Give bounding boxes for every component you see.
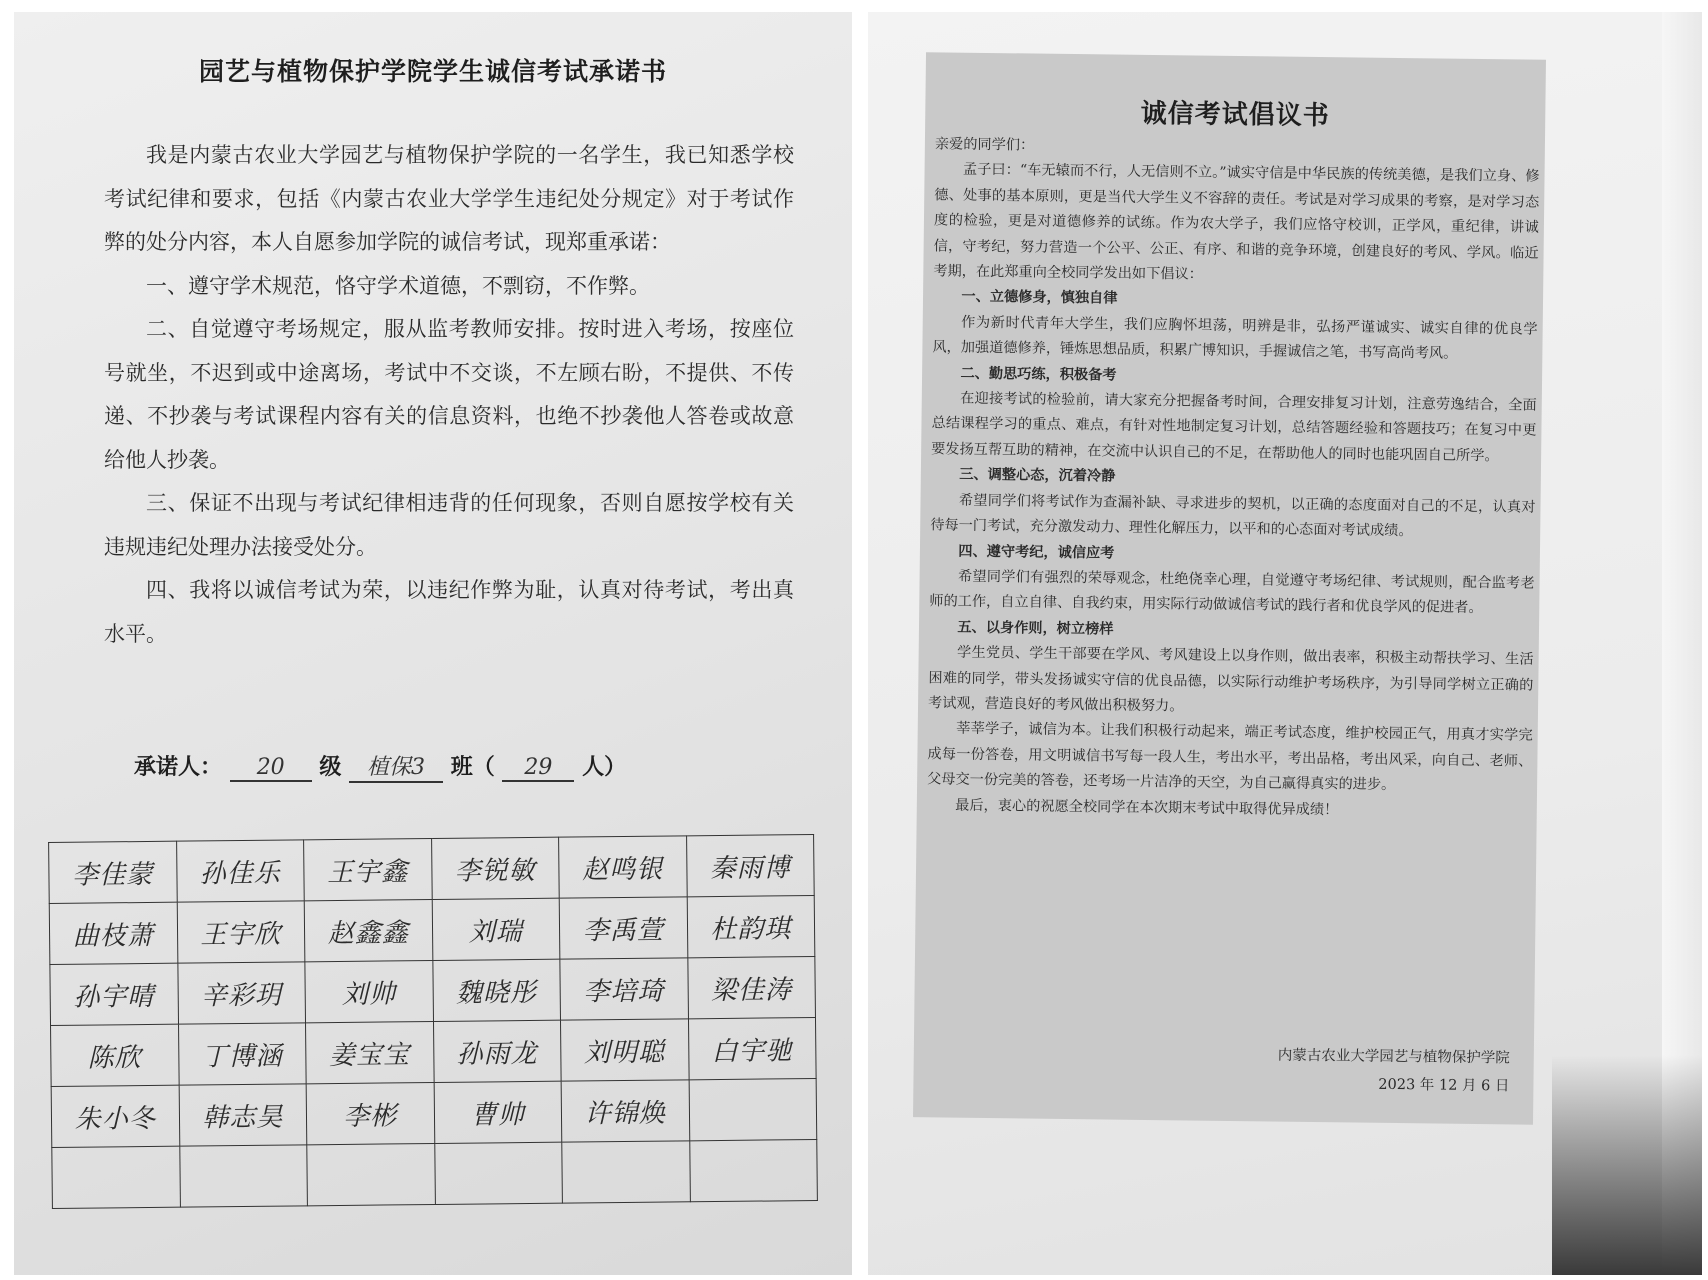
count-label: 人） bbox=[582, 755, 627, 780]
pledge-paragraph-2: 二、自觉遵守考场规定，服从监考教师安排。按时进入考场，按座位号就坐，不迟到或中途离场，考试中不交谈，不左顾右盼，不提供、不传递、不抄袭与考试课程内容有关的信息资料，也绝不抄袭他人答卷或故意给他人抄袭。 bbox=[104, 317, 794, 472]
grade-label: 级 bbox=[319, 755, 342, 780]
signature-cell: 李彬 bbox=[306, 1082, 434, 1144]
proposal-section-heading: 二、勤思巧练，积极备考 bbox=[960, 365, 1117, 384]
signature-cell: 孙雨龙 bbox=[433, 1020, 561, 1082]
signature-cell: 孙宇晴 bbox=[50, 963, 178, 1025]
signature-cell: 杜韵琪 bbox=[687, 896, 815, 958]
class-label: 班（ bbox=[450, 755, 495, 780]
corner-shadow bbox=[1552, 1055, 1702, 1275]
signature-row bbox=[51, 1017, 817, 1086]
signature-cell: 赵鑫鑫 bbox=[304, 900, 432, 962]
signature-cell: 曹帅 bbox=[434, 1081, 562, 1143]
signature-cell bbox=[689, 1139, 817, 1201]
signature-table-body bbox=[49, 835, 818, 1209]
proposal-date: 2023 年 12 月 6 日 bbox=[1378, 1076, 1510, 1095]
signature-cell: 刘帅 bbox=[305, 961, 433, 1023]
signature-cell: 曲枝萧 bbox=[49, 902, 177, 964]
signature-cell bbox=[689, 1078, 817, 1140]
signature-cell: 姜宝宝 bbox=[306, 1022, 434, 1084]
signature-cell: 韩志昊 bbox=[179, 1084, 307, 1146]
signature-cell: 许锦焕 bbox=[561, 1080, 689, 1142]
proposal-signature-block bbox=[1277, 1042, 1510, 1101]
proposal-document bbox=[913, 52, 1546, 1124]
signature-cell: 李培琦 bbox=[560, 958, 688, 1020]
proposal-section-text: 希望同学们有强烈的荣辱观念，杜绝侥幸心理，自觉遵守考场纪律、考试规则，配合监考老师的工作，自立自律、自我约束，用实际行动做诚信考试的践行者和优良学风的促进者。 bbox=[929, 568, 1535, 617]
signer-line bbox=[134, 750, 626, 783]
signature-cell: 李锐敏 bbox=[431, 837, 559, 899]
signature-cell: 辛彩玥 bbox=[177, 962, 305, 1024]
signature-cell: 李佳蒙 bbox=[49, 841, 177, 903]
signature-row bbox=[50, 956, 816, 1025]
signature-cell: 陈欣 bbox=[51, 1024, 179, 1086]
pledge-photo bbox=[14, 12, 852, 1275]
proposal-section-text: 希望同学们将考试作为查漏补缺、寻求进步的契机，以正确的态度面对自己的不足，认真对待每一门考试，充分激发动力、理性化解压力，以平和的心态面对考试成绩。 bbox=[930, 492, 1536, 540]
signature-cell bbox=[562, 1141, 690, 1203]
signature-cell: 王宇鑫 bbox=[304, 839, 432, 901]
signature-table bbox=[48, 834, 818, 1209]
proposal-section-heading: 四、遵守考纪，诚信应考 bbox=[958, 543, 1115, 562]
proposal-closing: 莘莘学子，诚信为本。让我们积极行动起来，端正考试态度，维护校园正气，用真才实学完成每一份答卷，用文明诚信书写每一段人生，考出水平，考出品格，考出风采，向自己、老师、父母交一份完美的答卷，还考场一片洁净的天空，为自己赢得真实的进步。 bbox=[927, 720, 1533, 794]
signer-label: 承诺人： bbox=[134, 755, 223, 780]
signature-cell: 朱小冬 bbox=[51, 1085, 179, 1147]
signature-cell bbox=[179, 1145, 307, 1207]
count-field: 29 bbox=[502, 755, 574, 782]
signature-cell: 白宇驰 bbox=[688, 1017, 816, 1079]
signature-row bbox=[52, 1139, 818, 1208]
signature-cell: 赵鸣银 bbox=[559, 836, 687, 898]
proposal-body bbox=[927, 132, 1540, 825]
signature-cell bbox=[52, 1146, 180, 1208]
proposal-final-wish: 最后，衷心的祝愿全校同学在本次期末考试中取得优异成绩！ bbox=[955, 797, 1339, 818]
signature-cell: 丁博涵 bbox=[178, 1023, 306, 1085]
proposal-section-heading: 一、立德修身，慎独自律 bbox=[961, 289, 1118, 308]
signature-cell bbox=[434, 1142, 562, 1204]
pledge-paragraph-4: 四、我将以诚信考试为荣，以违纪作弊为耻，认真对待考试，考出真水平。 bbox=[104, 578, 794, 646]
pledge-paragraph-1: 一、遵守学术规范，恪守学术道德，不剽窃，不作弊。 bbox=[146, 273, 650, 298]
pledge-paragraph-3: 三、保证不出现与考试纪律相违背的任何现象，否则自愿按学校有关违规违纪处理办法接受处分。 bbox=[104, 491, 794, 559]
proposal-greeting: 亲爱的同学们： bbox=[934, 136, 1035, 154]
pledge-body bbox=[104, 134, 794, 656]
signature-cell: 魏晓彤 bbox=[432, 959, 560, 1021]
signature-cell: 孙佳乐 bbox=[176, 840, 304, 902]
proposal-intro: 孟子曰：“车无辕而不行，人无信则不立。”诚实守信是中华民族的传统美德，是我们立身、修德、处事的基本原则，更是当代大学生义不容辞的责任。考试是对学习成果的考察，是对学习态度的检验，更是对道德修养的试练。作为农大学子，我们应恪守校训，正学风，重纪律，讲诚信，守考纪，努力营造一个公平、公正、有序、和谐的竞争环境，创建良好的考风、学风。临近考期，在此郑重向全校同学发出如下倡议： bbox=[933, 162, 1540, 283]
grade-field: 20 bbox=[230, 755, 312, 782]
signature-row bbox=[49, 835, 815, 904]
signature-row bbox=[49, 896, 815, 965]
proposal-photo bbox=[868, 12, 1702, 1275]
signature-cell bbox=[307, 1143, 435, 1205]
pledge-paragraph-intro: 我是内蒙古农业大学园艺与植物保护学院的一名学生，我已知悉学校考试纪律和要求，包括《内蒙古农业大学学生违纪处分规定》对于考试作弊的处分内容，本人自愿参加学院的诚信考试，现郑重承诺： bbox=[104, 143, 794, 254]
signature-cell: 刘明聪 bbox=[560, 1019, 688, 1081]
proposal-section-heading: 五、以身作则，树立榜样 bbox=[957, 619, 1114, 638]
proposal-section-text: 作为新时代青年大学生，我们应胸怀坦荡，明辨是非，弘扬严谨诚实、诚实自律的优良学风，加强道德修养，锤炼思想品质，积累广博知识，手握诚信之笔，书写高尚考风。 bbox=[932, 314, 1538, 362]
pledge-title: 园艺与植物保护学院学生诚信考试承诺书 bbox=[198, 57, 667, 86]
proposal-section-text: 在迎接考试的检验前，请大家充分把握备考时间，合理安排复习计划，注意劳逸结合，全面总结课程学习的重点、难点，有针对性地制定复习计划，总结答题经验和答题技巧；在复习中更要发扬互帮互助的精神，在交流中认识自己的不足，在帮助他人的同时也能巩固自己所学。 bbox=[931, 390, 1537, 465]
signature-cell: 秦雨博 bbox=[686, 835, 814, 897]
signature-cell: 王宇欣 bbox=[177, 901, 305, 963]
proposal-section-text: 学生党员、学生干部要在学风、考风建设上以身作则，做出表率，积极主动帮扶学习、生活困难的同学，带头发扬诚实守信的优良品德，以实际行动维护考场秩序，为引导同学树立正确的考试观，营造良好的考风做出积极努力。 bbox=[927, 644, 1534, 715]
proposal-title: 诚信考试倡议书 bbox=[1140, 98, 1330, 132]
proposal-org: 内蒙古农业大学园艺与植物保护学院 bbox=[1277, 1047, 1510, 1067]
signature-row bbox=[51, 1078, 817, 1147]
signature-cell: 李禹萱 bbox=[559, 897, 687, 959]
proposal-section-heading: 三、调整心态，沉着冷静 bbox=[959, 466, 1116, 485]
signature-cell: 刘瑞 bbox=[432, 898, 560, 960]
pledge-document bbox=[14, 12, 852, 1275]
signature-cell: 梁佳涛 bbox=[687, 956, 815, 1018]
class-field: 植保3 bbox=[349, 750, 443, 783]
